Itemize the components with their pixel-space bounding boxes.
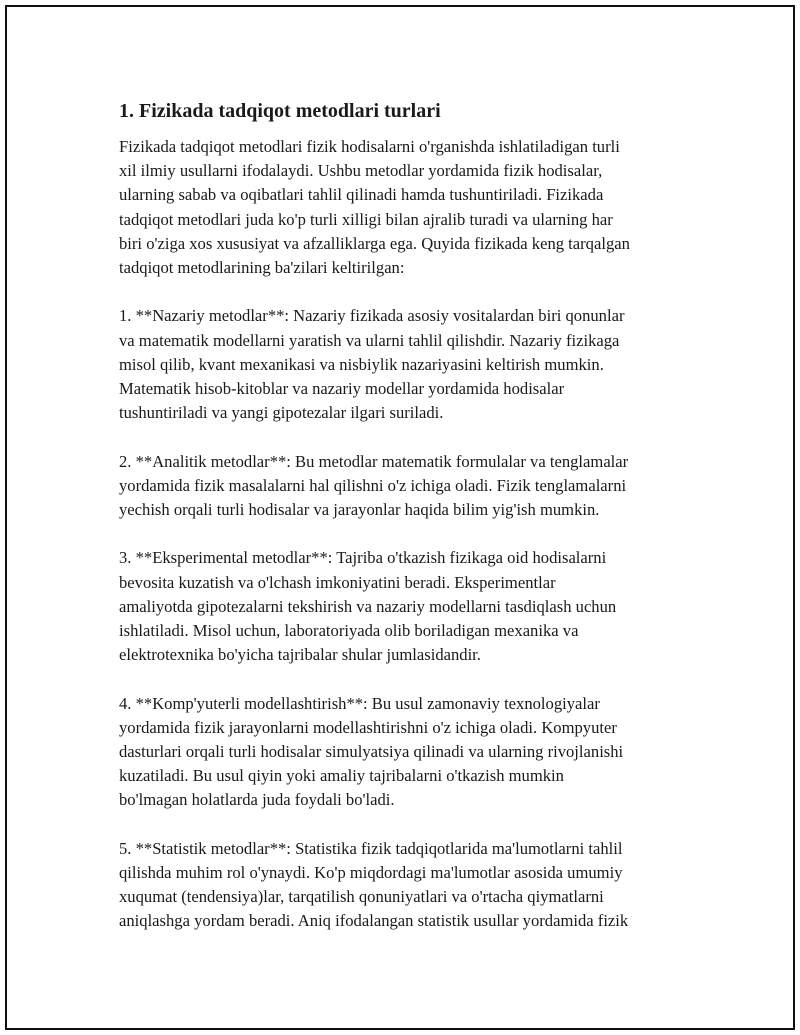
document-body — [119, 98, 699, 958]
section-heading: 1. Fizikada tadqiqot metodlari turlari — [119, 100, 441, 122]
paragraph-statistical-methods: 5. **Statistik metodlar**: Statistika fizik tadqiqotlarida ma'lumotlarni tahlil qilishda muhim rol o'ynaydi. Ko'p miqdordagi ma'lumotlar asosida umumiy xuqumat (tendensiya)lar, tarqatilish qonuniyatlari va o'rtacha qiymatlarni aniqlashga yordam beradi. Aniq ifodalangan statistik usullar yordamida fizik — [119, 838, 629, 931]
paragraph-computer-modeling: 4. **Komp'yuterli modellashtirish**: Bu usul zamonaviy texnologiyalar yordamida fizik jarayonlarni modellashtirishni o'z ichiga oladi. Kompyuter dasturlari orqali turli hodisalar simulyatsiya qilinadi va ularning rivojlanishi kuzatiladi. Bu usul qiyin yoki amaliy tajribalarni o'tkazish mumkin bo'lmagan holatlarda juda foydali bo'ladi. — [119, 693, 624, 810]
paragraph-theoretical-methods: 1. **Nazariy metodlar**: Nazariy fizikada asosiy vositalardan biri qonunlar va matematik modellarni yaratish va ularni tahlil qilishdir. Nazariy fizikaga misol qilib, kvant mexanikasi va nisbiylik nazariyasini keltirish mumkin. Matematik hisob-kitoblar va nazariy modellar yordamida hodisalar tushuntiriladi va yangi gipotezalar ilgari suriladi. — [119, 306, 625, 423]
paragraph-experimental-methods: 3. **Eksperimental metodlar**: Tajriba o'tkazish fizikaga oid hodisalarni bevosita kuzatish va o'lchash imkoniyatini beradi. Eksperimentlar amaliyotda gipotezalarni tekshirish va nazariy modellarni tasdiqlash uchun ishlatiladi. Misol uchun, laboratoriyada olib boriladigan mexanika va elektrotexnika bo'yicha tajribalar shular jumlasidandir. — [119, 548, 617, 665]
page-frame — [5, 5, 795, 1030]
paragraph-analytical-methods: 2. **Analitik metodlar**: Bu metodlar matematik formulalar va tenglamalar yordamida fizik masalalarni hal qilishni o'z ichiga oladi. Fizik tenglamalarni yechish orqali turli hodisalar va jarayonlar haqida bilim yig'ish mumkin. — [119, 451, 629, 520]
intro-paragraph: Fizikada tadqiqot metodlari fizik hodisalarni o'rganishda ishlatiladigan turli xil ilmiy usullarni ifodalaydi. Ushbu metodlar yordamida fizik hodisalar, ularning sabab va oqibatlari tahlil qilinadi hamda tushuntiriladi. Fizikada tadqiqot metodlari juda ko'p turli xilligi bilan ajralib turadi va ularning har biri o'ziga xos xususiyat va afzalliklarga ega. Quyida fizikada keng tarqalgan tadqiqot metodlarining ba'zilari keltirilgan: — [119, 137, 630, 278]
